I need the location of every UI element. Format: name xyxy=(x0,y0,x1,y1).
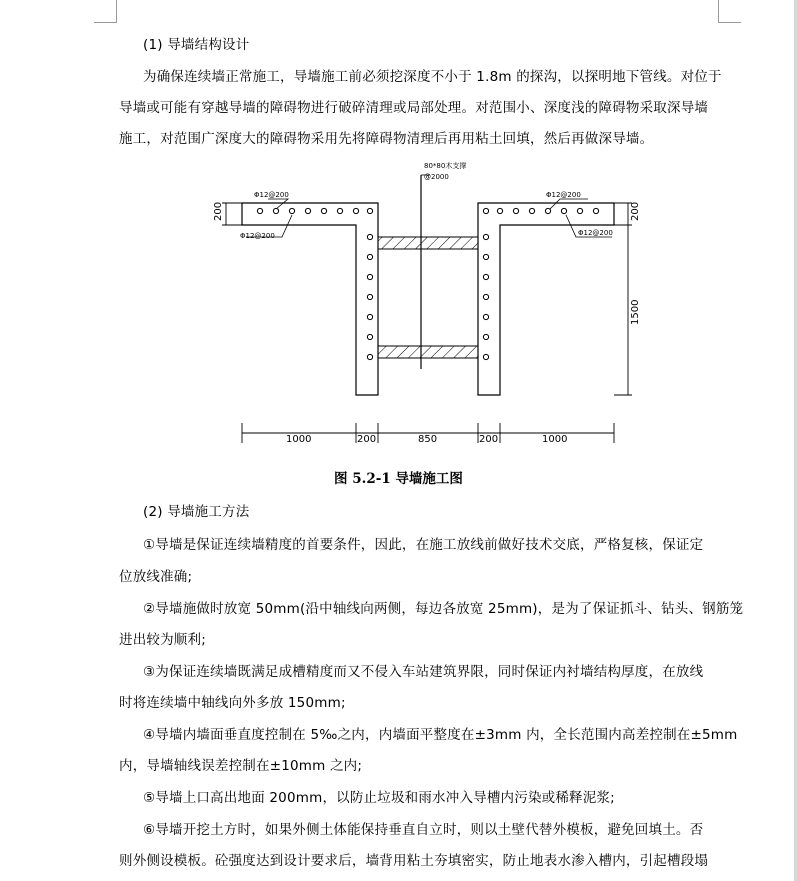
support-label: 80*80木支撑 xyxy=(424,162,467,170)
section2-line: ①导墙是保证连续墙精度的首要条件，因此，在施工放线前做好技术交底，严格复核，保证定 xyxy=(143,537,704,553)
section2-line: 进出较为顺利; xyxy=(119,632,206,648)
section1-heading: (1) 导墙结构设计 xyxy=(143,37,250,53)
rebar-label-left-bottom: Φ12@200 xyxy=(240,232,275,240)
section1-line: 为确保连续墙正常施工，导墙施工前必须挖深度不小于 1.8m 的探沟，以探明地下管线。对位于 xyxy=(143,69,722,85)
crop-mark-top-right xyxy=(718,0,741,23)
dim-bottom: 850 xyxy=(418,434,438,445)
section2-line: 内，导墙轴线误差控制在±10mm 之内; xyxy=(119,758,363,774)
crop-mark-top-left xyxy=(94,0,117,23)
dim-bottom: 200 xyxy=(357,434,377,445)
figure-caption: 图 5.2-1 导墙施工图 xyxy=(334,471,463,487)
section2-line: 则外侧设模板。砼强度达到设计要求后，墙背用粘土夯填密实，防止地表水渗入槽内，引起槽段塌 xyxy=(119,853,709,869)
rebar-label-right-bottom: Φ12@200 xyxy=(578,229,613,237)
dim-bottom: 1000 xyxy=(286,434,312,445)
section1-line: 导墙或可能有穿越导墙的障碍物进行破碎清理或局部处理。对范围小、深度浅的障碍物采取深导墙 xyxy=(119,100,709,116)
dim-bottom: 200 xyxy=(479,434,499,445)
dim-bottom: 1000 xyxy=(542,434,568,445)
section2-heading: (2) 导墙施工方法 xyxy=(143,504,250,520)
section2-line: ④导墙内墙面垂直度控制在 5‰之内，内墙面平整度在±3mm 内，全长范围内高差控制在±5mm xyxy=(143,727,738,743)
rebar-label-right-top: Φ12@200 xyxy=(546,191,581,199)
section2-line: 时将连续墙中轴线向外多放 150mm; xyxy=(119,695,346,711)
dim-depth: 1500 xyxy=(630,299,641,325)
section2-line: ②导墙施做时放宽 50mm(沿中轴线向两侧，每边各放宽 25mm)，是为了保证抓斗、钻头、钢筋笼 xyxy=(143,601,744,617)
wood-support-lower xyxy=(378,346,478,358)
support-spacing: @2000 xyxy=(424,173,449,181)
rebar-label-left-top: Φ12@200 xyxy=(254,191,289,199)
section2-line: ⑤导墙上口高出地面 200mm，以防止垃圾和雨水冲入导槽内污染或稀释泥浆; xyxy=(143,790,615,806)
section2-line: ③为保证连续墙既满足成槽精度而又不侵入车站建筑界限，同时保证内衬墙结构厚度，在放线 xyxy=(143,664,704,680)
dim-top-right: 200 xyxy=(630,201,641,221)
guide-wall-drawing xyxy=(0,155,797,455)
section2-line: 位放线准确; xyxy=(119,569,193,585)
section1-line: 施工，对范围广深度大的障碍物采用先将障碍物清理后再用粘土回填，然后再做深导墙。 xyxy=(119,131,654,147)
wood-support-upper xyxy=(378,237,478,249)
section2-line: ⑥导墙开挖土方时，如果外侧土体能保持垂直自立时，则以土壁代替外模板，避免回填土。否 xyxy=(143,822,704,838)
dim-top-left: 200 xyxy=(213,201,224,221)
